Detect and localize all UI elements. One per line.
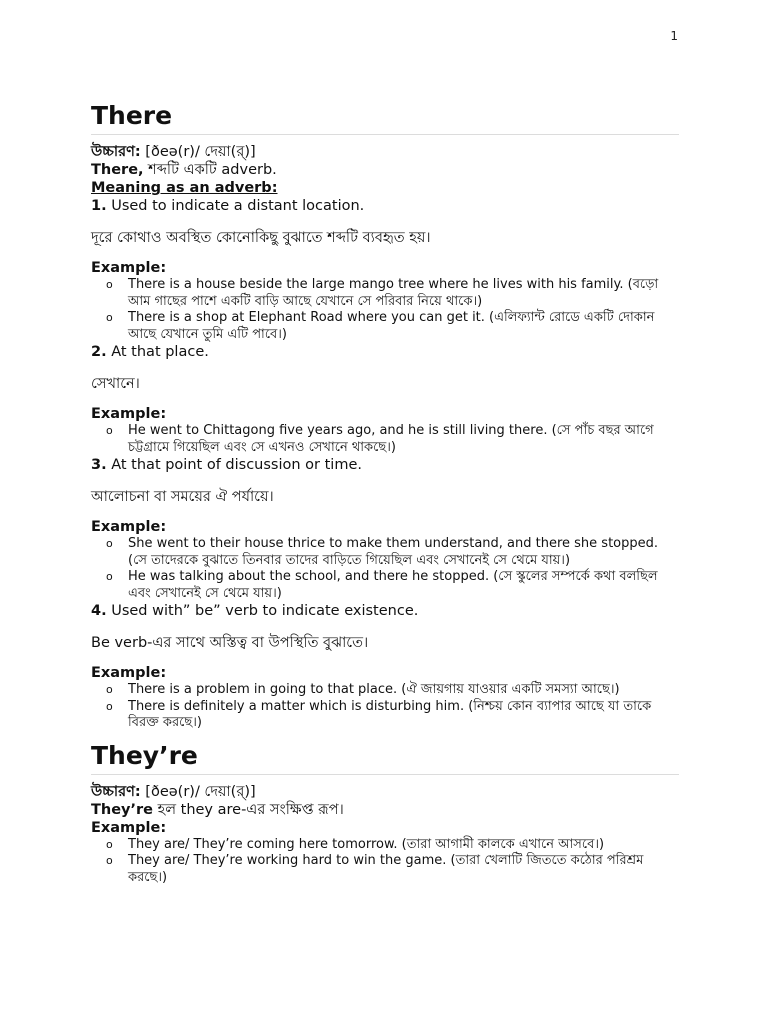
example-list: [91, 837, 679, 887]
contraction-word: They’re: [91, 801, 153, 818]
example-label: Example:: [91, 819, 167, 836]
example-list: [91, 682, 679, 732]
meaning-text: At that place.: [106, 344, 209, 360]
meaning-text: At that point of discussion or time.: [106, 457, 362, 473]
meaning-number: 3.: [91, 457, 107, 473]
pronunciation-value: [ðeə(r)/ দেয়া(র্)]: [140, 783, 256, 800]
page-number: 1: [670, 29, 678, 43]
meaning-item: [91, 197, 679, 215]
example-label: Example:: [91, 406, 167, 422]
example-item: o There is a problem in going to that place. (ঐ জায়গায় যাওয়ার একটি সমস্যা আছে।): [128, 682, 679, 699]
meaning-text: Used to indicate a distant location.: [106, 198, 365, 214]
meaning-bangla: Be verb-এর সাথে অস্তিত্ব বা উপস্থিতি বুঝাতে।: [91, 635, 369, 651]
pronunciation-label: উচ্চারণ:: [91, 144, 141, 160]
meaning-bangla: দূরে কোথাও অবস্থিত কোনোকিছু বুঝাতে শব্দটি ব্যবহৃত হয়।: [91, 230, 431, 246]
heading-there: There: [91, 100, 679, 135]
meaning-item: [91, 456, 679, 474]
example-item: o There is definitely a matter which is disturbing him. (নিশ্চয় কোন ব্যাপার আছে যা তাকে বিরক্ত করছে।): [128, 699, 679, 732]
example-item: o He was talking about the school, and there he stopped. (সে স্কুলের সম্পর্কে কথা বলছিল এবং সেখানেই সে থেমে যায়।): [128, 569, 679, 602]
pronunciation-label: উচ্চারণ:: [91, 783, 141, 800]
example-item: o They are/ They’re coming here tomorrow. (তারা আগামী কালকে এখানে আসবে।): [128, 837, 679, 854]
meaning-number: 1.: [91, 198, 107, 214]
example-item: o They are/ They’re working hard to win the game. (তারা খেলাটি জিততে কঠোর পরিশ্রম করছে।): [128, 853, 679, 886]
document-body: [91, 100, 679, 886]
example-item: o He went to Chittagong five years ago, and he is still living there. (সে পাঁচ বছর আগে চট্টগ্রামে গিয়েছিল এবং সে এখনও সেখানে থাকছে।): [128, 423, 679, 456]
meaning-item: [91, 343, 679, 361]
pos-word: There,: [91, 162, 144, 178]
meaning-number: 2.: [91, 344, 107, 360]
example-item: o She went to their house thrice to make them understand, and there she stopped. (সে তাদেরকে বুঝাতে তিনবার তাদের বাড়িতে গিয়েছিল এবং সেখানেই সে থেমে যায়।): [128, 536, 679, 569]
pronunciation-line: [91, 783, 679, 801]
pos-rest: adverb.: [216, 162, 277, 178]
meaning-item: [91, 602, 679, 620]
contraction-line: [91, 801, 679, 819]
pos-bn: শব্দটি একটি: [143, 162, 217, 178]
heading-theyre: They’re: [91, 740, 679, 775]
pronunciation-value: [ðeə(r)/ দেয়া(র্)]: [140, 144, 256, 160]
example-item: o There is a house beside the large mango tree where he lives with his family. (বড়ো আম গাছের পাশে একটি বাড়ি আছে যেখানে সে পরিবার নিয়ে থাকে।): [128, 277, 679, 310]
example-label: Example:: [91, 665, 167, 681]
example-item: o There is a shop at Elephant Road where you can get it. (এলিফ্যান্ট রোডে একটি দোকান আছে যেখানে তুমি এটি পাবে।): [128, 310, 679, 343]
example-list: [91, 277, 679, 343]
meaning-number: 4.: [91, 603, 107, 619]
meaning-heading: Meaning as an adverb:: [91, 180, 278, 196]
meaning-bangla: আলোচনা বা সময়ের ঐ পর্যায়ে।: [91, 489, 274, 505]
example-label: Example:: [91, 260, 167, 276]
contraction-bn: হল: [153, 801, 177, 818]
meaning-bangla: সেখানে।: [91, 376, 140, 392]
meaning-text: Used with” be” verb to indicate existence.: [106, 603, 419, 619]
example-label: Example:: [91, 519, 167, 535]
example-list: [91, 423, 679, 456]
part-of-speech-line: [91, 161, 679, 179]
example-list: [91, 536, 679, 602]
contraction-rest: they are-এর সংক্ষিপ্ত রূপ।: [176, 801, 344, 818]
pronunciation-line: [91, 143, 679, 161]
